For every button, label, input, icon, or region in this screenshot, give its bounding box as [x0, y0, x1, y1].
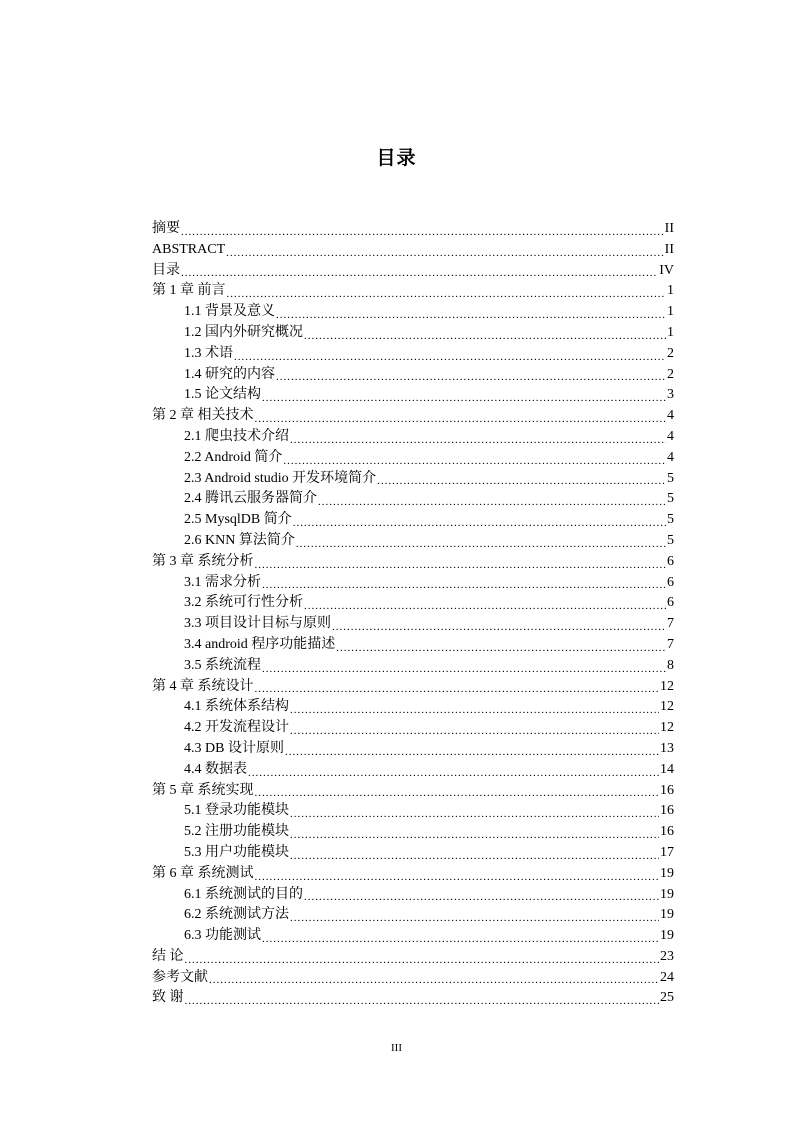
toc-entry-page: 7: [667, 636, 674, 652]
toc-entry-page: 23: [660, 948, 674, 964]
toc-entry-page: 6: [667, 595, 674, 611]
toc-dot-leader: [290, 718, 659, 739]
toc-entry-page: 1: [667, 283, 674, 299]
toc-dot-leader: [285, 739, 659, 760]
toc-dot-leader: [290, 697, 659, 718]
toc-entry-page: II: [664, 241, 674, 257]
toc-entry[interactable]: [152, 344, 674, 365]
toc-dot-leader: [255, 864, 660, 885]
toc-entry[interactable]: [152, 781, 674, 802]
toc-entry-page: 19: [660, 928, 674, 944]
toc-dot-leader: [304, 885, 659, 906]
toc-dot-leader: [234, 344, 666, 365]
toc-entry-page: 16: [660, 803, 674, 819]
toc-entry[interactable]: [152, 427, 674, 448]
toc-entry-label: 摘要: [152, 221, 180, 236]
toc-dot-leader: [185, 988, 660, 1009]
toc-entry-label: ABSTRACT: [152, 241, 226, 257]
toc-entry-label: 6.3 功能测试: [184, 928, 261, 944]
toc-entry-label: 1.1 背景及意义: [184, 304, 275, 320]
toc-entry-label: 4.3 DB 设计原则: [184, 740, 284, 756]
toc-entry[interactable]: [152, 739, 674, 760]
toc-entry-label: 致 谢: [152, 990, 184, 1006]
toc-entry-label: 第 3 章 系统分析: [152, 553, 254, 569]
toc-entry-label: 3.1 需求分析: [184, 574, 261, 590]
toc-entry[interactable]: [152, 988, 674, 1009]
toc-entry-label: 4.4 数据表: [184, 761, 247, 777]
toc-entry-label: 2.4 腾讯云服务器简介: [184, 491, 317, 507]
toc-entry-label: 2.1 爬虫技术介绍: [184, 428, 289, 444]
toc-entry[interactable]: [152, 385, 674, 406]
toc-entry-page: 6: [667, 553, 674, 569]
toc-entry-page: 19: [660, 907, 674, 923]
toc-entry-page: 25: [660, 990, 674, 1006]
toc-entry[interactable]: [152, 822, 674, 843]
toc-entry-page: 2: [667, 345, 674, 361]
toc-entry-label: 2.6 KNN 算法简介: [184, 532, 295, 548]
toc-dot-leader: [318, 489, 666, 510]
toc-entry-page: 12: [660, 678, 674, 694]
toc-dot-leader: [377, 469, 666, 490]
toc-dot-leader: [332, 614, 666, 635]
toc-entry-page: 4: [667, 428, 674, 444]
toc-entry-page: 8: [667, 657, 674, 673]
toc-entry-page: 2: [667, 366, 674, 382]
toc-entry-page: 5: [667, 491, 674, 507]
toc-entry-label: 1.2 国内外研究概况: [184, 324, 303, 340]
toc-entry[interactable]: [152, 240, 674, 261]
toc-entry-label: 第 4 章 系统设计: [152, 678, 254, 694]
toc-entry-label: 1.5 论文结构: [184, 387, 261, 403]
toc-entry[interactable]: [152, 760, 674, 781]
toc-entry-label: 3.4 android 程序功能描述: [184, 636, 336, 652]
toc-entry-label: 4.2 开发流程设计: [184, 720, 289, 736]
toc-entry-label: 6.2 系统测试方法: [184, 907, 289, 923]
toc-entry-page: 5: [667, 470, 674, 486]
toc-entry-label: 4.1 系统体系结构: [184, 699, 289, 715]
toc-entry-page: 19: [660, 886, 674, 902]
toc-entry-page: 1: [667, 304, 674, 320]
toc-dot-leader: [290, 843, 659, 864]
toc-entry[interactable]: [152, 552, 674, 573]
toc-entry[interactable]: [152, 718, 674, 739]
toc-dot-leader: [262, 573, 666, 594]
toc-dot-leader: [181, 261, 658, 282]
toc-entry-label: 第 1 章 前言: [152, 283, 226, 299]
toc-entry-page: 5: [667, 512, 674, 528]
toc-dot-leader: [290, 822, 659, 843]
toc-entry[interactable]: [152, 926, 674, 947]
toc-entry-label: 参考文献: [152, 969, 208, 985]
toc-entry[interactable]: [152, 635, 674, 656]
toc-entry-page: 1: [667, 324, 674, 340]
toc-entry-label: 5.1 登录功能模块: [184, 803, 289, 819]
toc-entry[interactable]: [152, 406, 674, 427]
toc-entry-page: 13: [660, 740, 674, 756]
toc-dot-leader: [255, 781, 660, 802]
toc-entry[interactable]: [152, 801, 674, 822]
toc-dot-leader: [255, 677, 660, 698]
toc-dot-leader: [248, 760, 659, 781]
toc-dot-leader: [293, 510, 666, 531]
toc-entry-label: 3.3 项目设计目标与原则: [184, 616, 331, 632]
toc-entry[interactable]: [152, 489, 674, 510]
toc-entry-label: 2.5 MysqlDB 简介: [184, 512, 292, 528]
toc-entry-page: 16: [660, 824, 674, 840]
toc-entry-page: 3: [667, 387, 674, 403]
toc-entry-page: 19: [660, 865, 674, 881]
toc-entry[interactable]: [152, 281, 674, 302]
toc-dot-leader: [255, 406, 667, 427]
toc-entry[interactable]: [152, 905, 674, 926]
toc-entry-page: 4: [667, 408, 674, 424]
toc-entry[interactable]: [152, 510, 674, 531]
toc-entry[interactable]: [152, 261, 674, 282]
toc-entry[interactable]: [152, 864, 674, 885]
toc-dot-leader: [181, 219, 664, 240]
toc-entry-page: 4: [667, 449, 674, 465]
toc-dot-leader: [304, 323, 666, 344]
toc-entry[interactable]: [152, 885, 674, 906]
toc-dot-leader: [262, 385, 666, 406]
toc-entry-page: 6: [667, 574, 674, 590]
page-number: III: [391, 1042, 402, 1054]
toc-entry-label: 目录: [152, 262, 180, 278]
toc-entry[interactable]: [152, 573, 674, 594]
toc-entry[interactable]: [152, 968, 674, 989]
toc-dot-leader: [227, 281, 667, 302]
toc-entry-label: 第 6 章 系统测试: [152, 865, 254, 881]
toc-entry[interactable]: [152, 614, 674, 635]
toc-dot-leader: [226, 240, 664, 261]
toc-dot-leader: [209, 968, 659, 989]
toc-entry-label: 第 5 章 系统实现: [152, 782, 254, 798]
toc-entry[interactable]: [152, 323, 674, 344]
toc-entry-page: IV: [659, 262, 674, 278]
toc-entry[interactable]: [152, 219, 674, 240]
toc-entry[interactable]: [152, 947, 674, 968]
toc-entry[interactable]: [152, 302, 674, 323]
toc-entry-page: II: [664, 221, 674, 236]
toc-entry-page: 17: [660, 844, 674, 860]
toc-entry-label: 2.2 Android 简介: [184, 449, 283, 465]
toc-dot-leader: [290, 801, 659, 822]
toc-entry-page: 5: [667, 532, 674, 548]
toc-entry[interactable]: [152, 531, 674, 552]
toc-dot-leader: [304, 593, 666, 614]
toc-entry-label: 5.2 注册功能模块: [184, 824, 289, 840]
toc-entry[interactable]: [152, 677, 674, 698]
toc-entry-label: 3.5 系统流程: [184, 657, 261, 673]
toc-entry[interactable]: [152, 593, 674, 614]
toc-entry[interactable]: [152, 843, 674, 864]
toc-dot-leader: [255, 552, 667, 573]
toc-entry-label: 6.1 系统测试的目的: [184, 886, 303, 902]
toc-entry-label: 1.4 研究的内容: [184, 366, 275, 382]
toc-entry-label: 5.3 用户功能模块: [184, 844, 289, 860]
toc-entry-page: 14: [660, 761, 674, 777]
toc-entry-page: 24: [660, 969, 674, 985]
toc-entry-page: 12: [660, 699, 674, 715]
toc-entry[interactable]: [152, 697, 674, 718]
toc-dot-leader: [276, 302, 666, 323]
toc-dot-leader: [336, 635, 666, 656]
toc-dot-leader: [290, 427, 666, 448]
toc-dot-leader: [262, 926, 659, 947]
toc-entry[interactable]: [152, 469, 674, 490]
toc-dot-leader: [283, 448, 666, 469]
toc-dot-leader: [185, 947, 660, 968]
table-of-contents: [152, 219, 674, 1009]
toc-entry-label: 结 论: [152, 948, 184, 964]
toc-entry[interactable]: [152, 448, 674, 469]
toc-entry-label: 2.3 Android studio 开发环境简介: [184, 470, 377, 486]
toc-dot-leader: [262, 656, 666, 677]
toc-entry-label: 3.2 系统可行性分析: [184, 595, 303, 611]
toc-entry-label: 1.3 术语: [184, 345, 233, 361]
toc-entry[interactable]: [152, 656, 674, 677]
page-title: 目录: [376, 147, 417, 169]
toc-entry-page: 12: [660, 720, 674, 736]
toc-entry-label: 第 2 章 相关技术: [152, 408, 254, 424]
toc-dot-leader: [290, 905, 659, 926]
toc-dot-leader: [276, 365, 666, 386]
toc-dot-leader: [296, 531, 666, 552]
toc-entry-page: 16: [660, 782, 674, 798]
toc-entry-page: 7: [667, 616, 674, 632]
toc-entry[interactable]: [152, 365, 674, 386]
